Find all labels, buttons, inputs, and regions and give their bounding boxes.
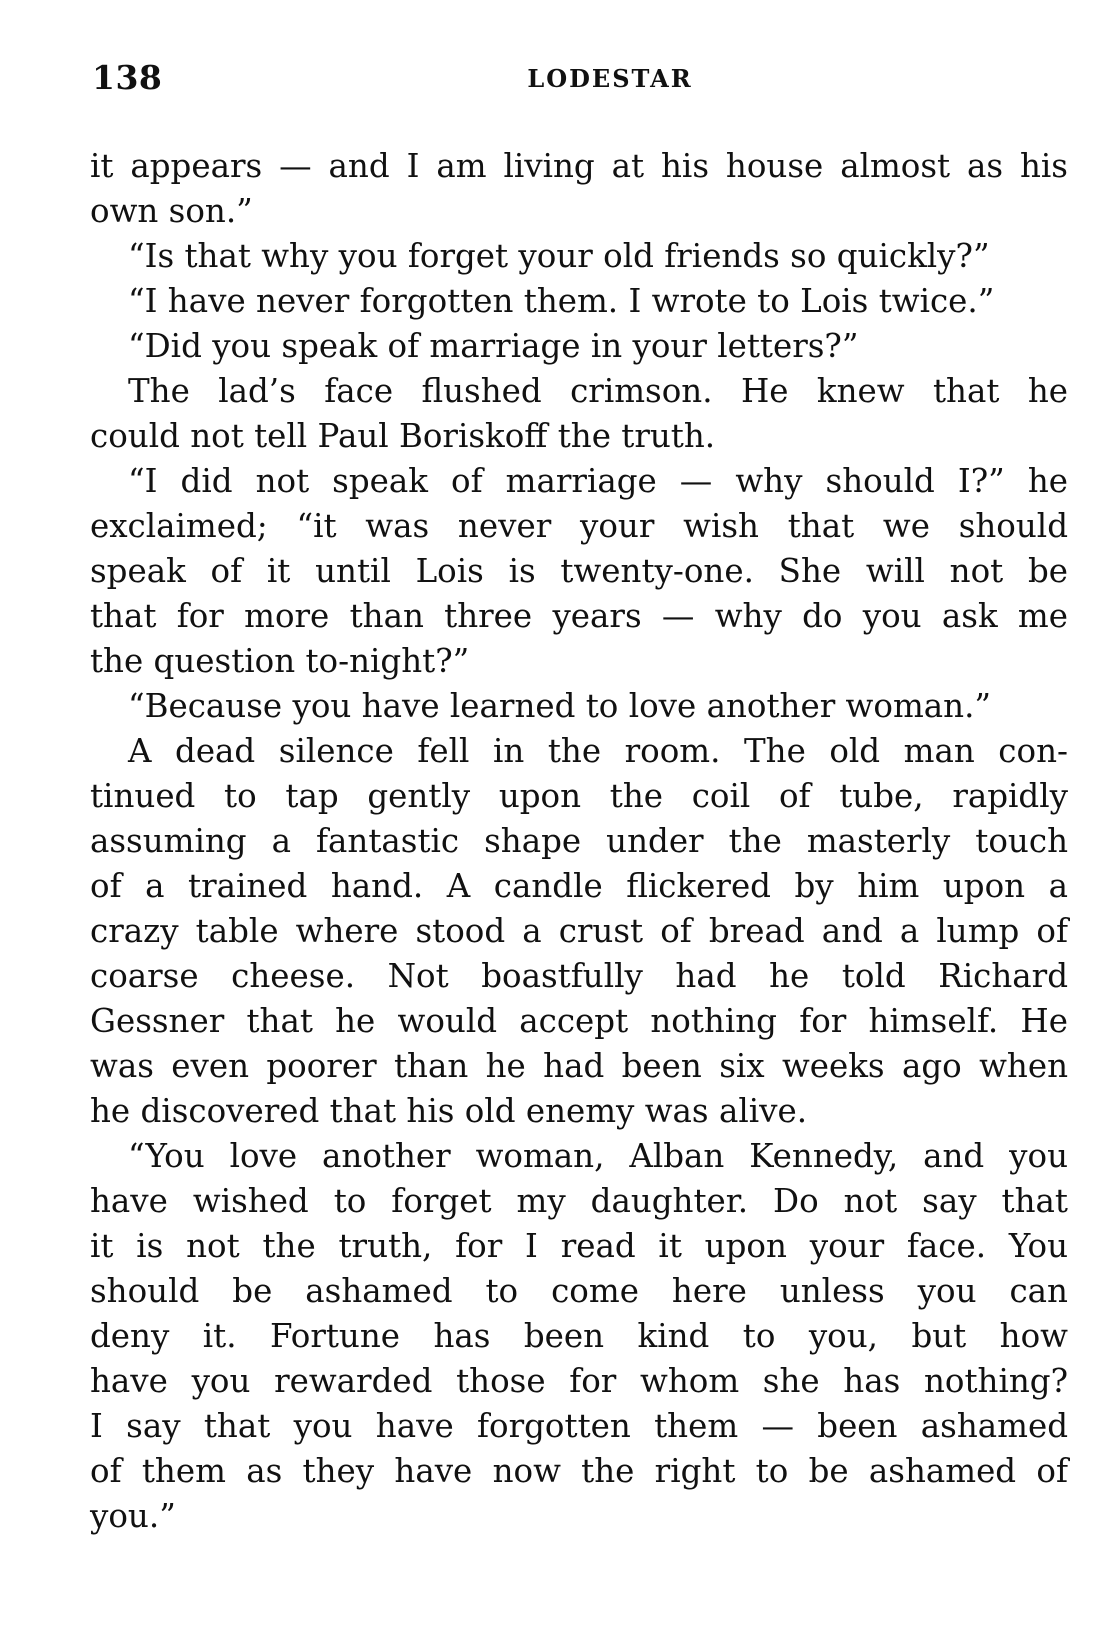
- text-line: coarse cheese. Not boastfully had he told Richard: [90, 957, 1068, 995]
- page-number: 138: [92, 58, 163, 97]
- text-line: that for more than three years — why do you ask me: [90, 597, 1068, 635]
- text-line: of a trained hand. A candle flickered by him upon a: [90, 867, 1068, 905]
- text-line: speak of it until Lois is twenty-one. She will not be: [90, 552, 1068, 590]
- text-line: it appears — and I am living at his house almost as his: [90, 147, 1068, 185]
- text-line: A dead silence fell in the room. The old man con-: [128, 732, 1068, 770]
- text-line: could not tell Paul Boriskoff the truth.: [90, 417, 716, 455]
- text-line: “Did you speak of marriage in your letters?”: [128, 327, 859, 365]
- text-line: exclaimed; “it was never your wish that we should: [90, 507, 1068, 545]
- text-line: should be ashamed to come here unless you can: [90, 1272, 1068, 1310]
- text-line: The lad’s face flushed crimson. He knew that he: [128, 372, 1068, 410]
- text-line: assuming a fantastic shape under the masterly touch: [90, 822, 1068, 860]
- text-line: tinued to tap gently upon the coil of tube, rapidly: [90, 777, 1068, 815]
- text-line: have wished to forget my daughter. Do not say that: [90, 1182, 1068, 1220]
- text-line: you.”: [90, 1497, 176, 1535]
- running-head: LODESTAR: [527, 64, 693, 93]
- text-line: “I have never forgotten them. I wrote to Lois twice.”: [128, 282, 995, 320]
- text-line: was even poorer than he had been six weeks ago when: [90, 1047, 1068, 1085]
- text-line: “Is that why you forget your old friends so quickly?”: [128, 237, 990, 275]
- page-header: [92, 58, 1068, 98]
- page-body: [90, 144, 1068, 1539]
- text-line: crazy table where stood a crust of bread and a lump of: [90, 912, 1068, 950]
- text-line: of them as they have now the right to be ashamed of: [90, 1452, 1068, 1490]
- text-line: “You love another woman, Alban Kennedy, and you: [128, 1137, 1068, 1175]
- text-line: it is not the truth, for I read it upon your face. You: [90, 1227, 1068, 1265]
- text-line: the question to-night?”: [90, 642, 470, 680]
- text-line: he discovered that his old enemy was alive.: [90, 1092, 808, 1130]
- text-line: Gessner that he would accept nothing for himself. He: [90, 1002, 1068, 1040]
- text-line: “Because you have learned to love another woman.”: [128, 687, 992, 725]
- text-line: have you rewarded those for whom she has nothing?: [90, 1362, 1068, 1400]
- text-line: “I did not speak of marriage — why should I?” he: [128, 462, 1068, 500]
- text-line: I say that you have forgotten them — been ashamed: [90, 1407, 1068, 1445]
- text-line: deny it. Fortune has been kind to you, but how: [90, 1317, 1068, 1355]
- text-line: own son.”: [90, 192, 253, 230]
